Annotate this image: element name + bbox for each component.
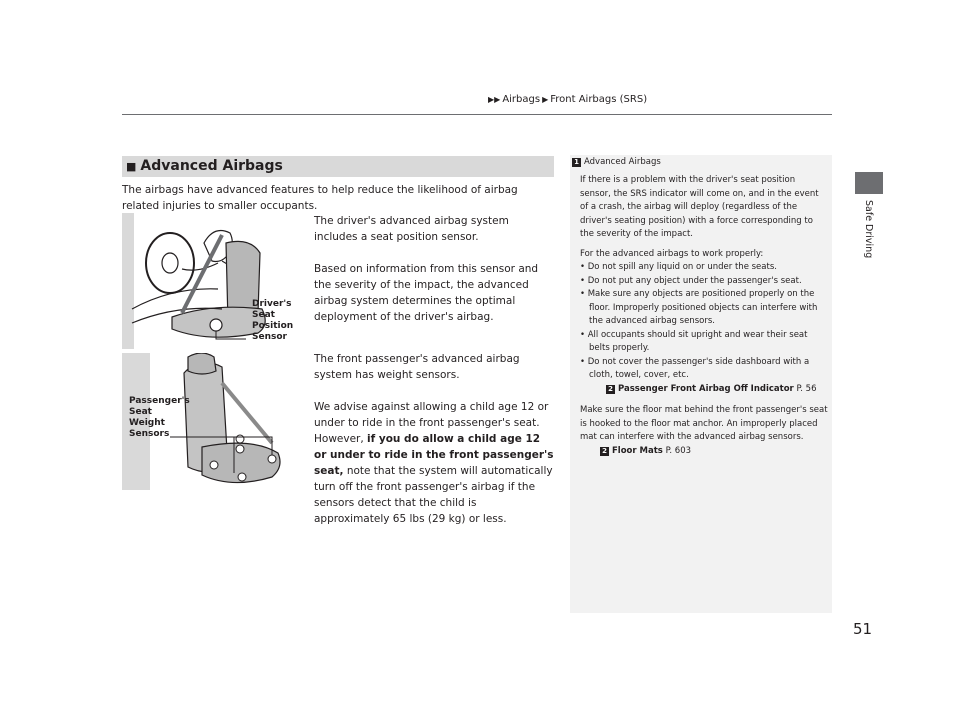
list-item: • Do not cover the passenger's side dashboard with a cloth, towel, cover, etc. [580,356,810,380]
paragraph-passenger-sensor: The front passenger's advanced airbag system has weight sensors. [314,353,520,381]
page-number: 51 [853,620,873,638]
list-item: • All occupants should sit upright and wear their seat belts properly. [580,329,808,353]
note-paragraph: If there is a problem with the driver's seat position sensor, the SRS indicator will come on, and in the event of a crash, the airbag will deploy (regardless of the driver's seating position) with a force corresponding to the severity of the impact. [580,175,819,239]
notes-panel-tag: 1 Advanced Airbags [572,157,661,167]
arrow-right-icon: ▶ [542,95,549,104]
reference-link-passenger-airbag-indicator[interactable]: 2 Passenger Front Airbag Off Indicator P. 56 [580,383,828,397]
breadcrumb-front-airbags[interactable]: Front Airbags (SRS) [550,94,648,105]
notes-panel-text [580,174,828,458]
note-marker-icon: 1 [572,158,581,167]
chapter-tab-label: Safe Driving [863,200,874,259]
reference-arrow-icon: 2 [600,447,609,456]
note-paragraph: Make sure the floor mat behind the front passenger's seat is hooked to the floor mat anchor. An improperly placed mat can interfere with the advanced airbag sensors. [580,405,828,442]
chapter-tab-marker [855,172,883,194]
passenger-weight-sensors-label: Passenger's Seat Weight Sensors [129,396,190,439]
driver-seat-sensor-label: Driver's Seat Position Sensor [252,299,294,342]
breadcrumb [486,94,647,105]
section-title: ■ Advanced Airbags [126,158,283,174]
paragraph-child-warning: We advise against allowing a child age 12 or under to ride in the front passenger's seat. However, if you do allow a child age 12 or under to ride in the front passenger's seat, note that the system will automatically turn off the front passenger's airbag if the sensors detect that the child is approximately 65 lbs (29 kg) or less. [314,401,554,525]
reference-link-floor-mats[interactable]: 2 Floor Mats P. 603 [580,445,828,459]
list-item: • Make sure any objects are positioned properly on the floor. Improperly positioned objects can interfere with the advanced airbag sensors. [580,289,818,326]
paragraph-driver-sensor: The driver's advanced airbag system includes a seat position sensor. [314,215,509,243]
breadcrumb-airbags[interactable]: Airbags [502,94,541,105]
arrow-right-icon: ▶▶ [488,95,501,104]
paragraph-deployment: Based on information from this sensor and the severity of the impact, the advanced airbag system determines the optimal deployment of the driver's airbag. [314,263,539,323]
list-item: • Do not spill any liquid on or under the seats. [580,262,777,272]
list-item: • Do not put any object under the passenger's seat. [580,275,802,286]
reference-arrow-icon: 2 [606,385,615,394]
intro-paragraph: The airbags have advanced features to help reduce the likelihood of airbag related injuries to smaller occupants. [122,184,518,212]
square-bullet-icon: ■ [126,160,137,173]
note-paragraph: For the advanced airbags to work properly: [580,248,764,259]
header-rule [122,114,832,115]
